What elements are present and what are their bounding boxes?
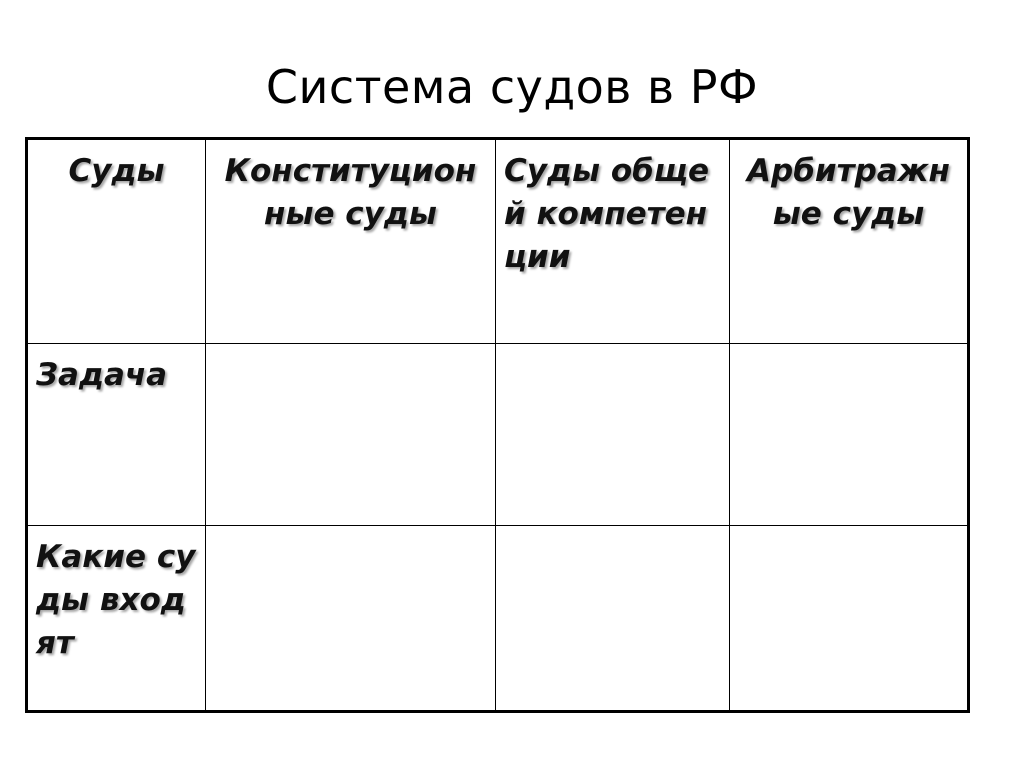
table-cell xyxy=(206,526,496,712)
courts-table xyxy=(25,137,970,713)
table-row-task xyxy=(27,344,969,526)
table-cell xyxy=(730,526,969,712)
table-header-row xyxy=(27,139,969,344)
row-label-task: Задача xyxy=(27,344,206,526)
row-label-included-courts: Какие суды входят xyxy=(27,526,206,712)
table-cell xyxy=(206,344,496,526)
header-arbitration-courts: Арбитражные суды xyxy=(730,139,969,344)
table-cell xyxy=(496,526,730,712)
header-constitutional-courts: Конституционные суды xyxy=(206,139,496,344)
table-row-included-courts xyxy=(27,526,969,712)
header-corner-cell: Суды xyxy=(27,139,206,344)
slide-title: Система судов в РФ xyxy=(265,60,759,114)
table-cell xyxy=(730,344,969,526)
header-general-courts: Суды общей компетенции xyxy=(496,139,730,344)
table-cell xyxy=(496,344,730,526)
